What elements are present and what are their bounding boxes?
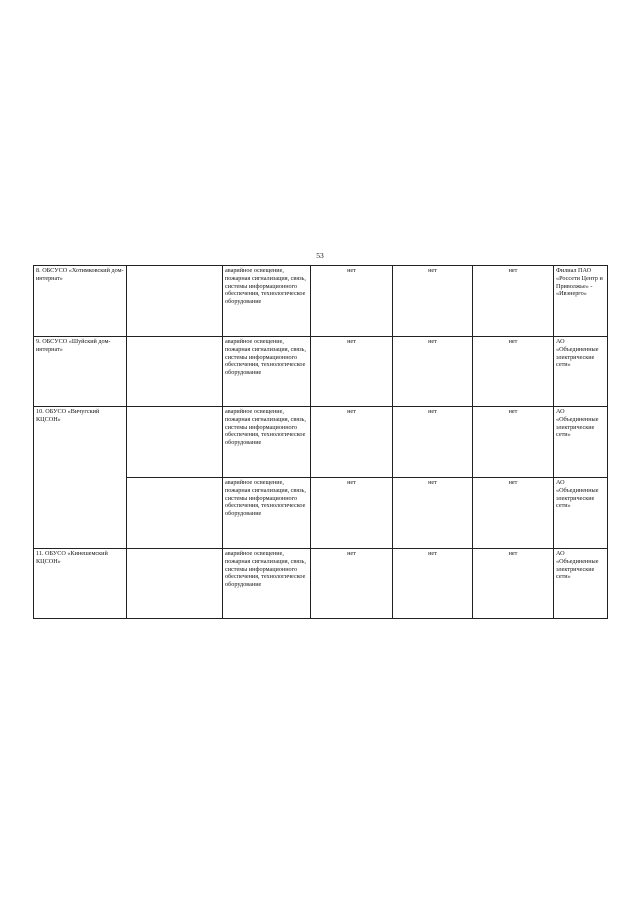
supplier-cell: АО «Объединенные электрические сети» (554, 337, 608, 407)
facilities-table (33, 265, 608, 619)
table-row (34, 266, 608, 337)
institution-cell: 10. ОБУСО «Вичугский КЦСОН» (34, 407, 127, 549)
table-row (34, 407, 608, 478)
table-row (34, 549, 608, 619)
systems-cell: аварийное освещение, пожарная сигнализация, связь, системы информационного обеспечения, технологическое оборудование (223, 407, 311, 478)
value-cell: нет (473, 337, 554, 407)
table-row (34, 337, 608, 407)
systems-cell: аварийное освещение, пожарная сигнализация, связь, системы информационного обеспечения, технологическое оборудование (223, 478, 311, 549)
institution-cell: 11. ОБУСО «Кинешемский КЦСОН» (34, 549, 127, 619)
empty-cell (127, 407, 223, 478)
value-cell: нет (473, 549, 554, 619)
systems-cell: аварийное освещение, пожарная сигнализация, связь, системы информационного обеспечения, технологическое оборудование (223, 266, 311, 337)
value-cell: нет (473, 266, 554, 337)
systems-cell: аварийное освещение, пожарная сигнализация, связь, системы информационного обеспечения, технологическое оборудование (223, 337, 311, 407)
page-number: 53 (316, 251, 324, 260)
supplier-cell: АО «Объединенные электрические сети» (554, 407, 608, 478)
empty-cell (127, 337, 223, 407)
value-cell: нет (393, 407, 473, 478)
supplier-cell: Филиал ПАО «Россети Центр и Приволжье» - «Ивэнерго» (554, 266, 608, 337)
value-cell: нет (311, 266, 393, 337)
value-cell: нет (393, 266, 473, 337)
value-cell: нет (473, 407, 554, 478)
institution-cell: 9. ОБСУСО «Шуйский дом-интернат» (34, 337, 127, 407)
value-cell: нет (311, 407, 393, 478)
supplier-cell: АО «Объединенные электрические сети» (554, 549, 608, 619)
value-cell: нет (311, 549, 393, 619)
supplier-cell: АО «Объединенные электрические сети» (554, 478, 608, 549)
value-cell: нет (393, 549, 473, 619)
institution-cell: 8. ОБСУСО «Хотимковский дом-интернат» (34, 266, 127, 337)
value-cell: нет (311, 337, 393, 407)
systems-cell: аварийное освещение, пожарная сигнализация, связь, системы информационного обеспечения, технологическое оборудование (223, 549, 311, 619)
empty-cell (127, 266, 223, 337)
value-cell: нет (473, 478, 554, 549)
value-cell: нет (393, 337, 473, 407)
empty-cell (127, 478, 223, 549)
value-cell: нет (393, 478, 473, 549)
empty-cell (127, 549, 223, 619)
value-cell: нет (311, 478, 393, 549)
